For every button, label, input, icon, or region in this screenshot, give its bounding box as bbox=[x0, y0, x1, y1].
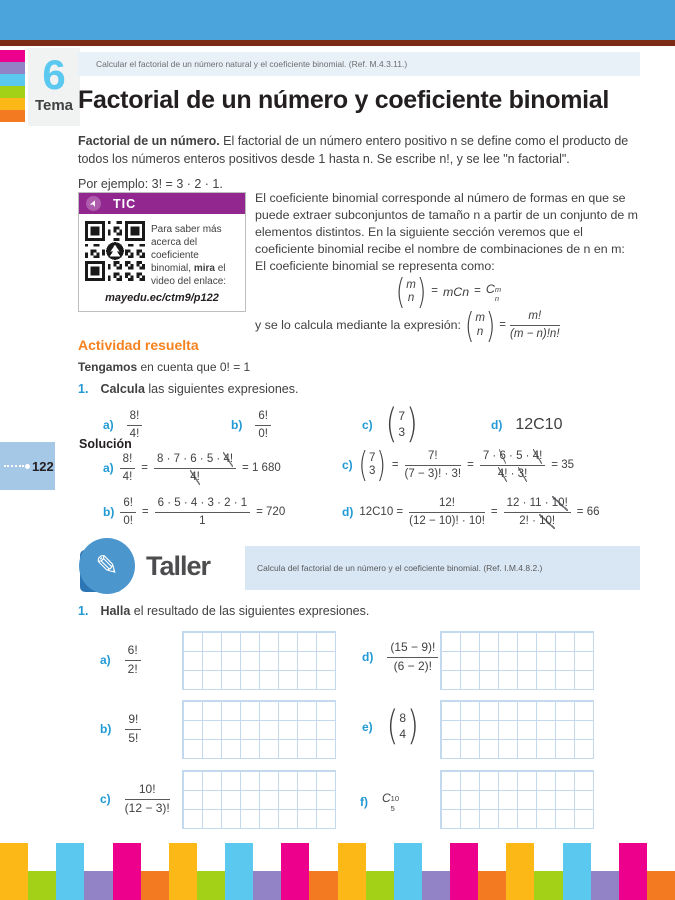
objective-text: Calcular el factorial de un número natural y el coeficiente binomial. (Ref. M.4.3.11.) bbox=[96, 59, 408, 69]
activity-heading: Actividad resuelta bbox=[78, 337, 199, 353]
right-paren-icon: ) bbox=[406, 400, 418, 448]
c-superscript: m bbox=[494, 284, 502, 294]
binomial-notation-formula bbox=[255, 272, 642, 313]
tema-number: 6 bbox=[42, 51, 66, 98]
activity-item-a: a) 8! 4! bbox=[103, 398, 142, 452]
fraction: $\frac{7 \cdot 6 \cdot 5 \cdot 4!}{4! \cdot 3!}$ bbox=[480, 449, 545, 482]
left-paren-icon: ( bbox=[386, 702, 399, 750]
page-number-tab bbox=[0, 442, 55, 490]
solution-d: d) 12C10 = $\frac{12!}{(12 - 10)! \cdot 10!}$ = $\frac{12 \cdot 11 \cdot 10!}{2! \cdot 10!}$ = 66 bbox=[342, 497, 600, 527]
footer-bar bbox=[0, 843, 28, 900]
fraction: 6! 0! bbox=[255, 409, 271, 442]
taller-caption: Calcula del factorial de un número y el coeficiente binomial. (Ref. I.M.4.8.2.) bbox=[257, 563, 543, 573]
divider-line bbox=[0, 40, 675, 46]
pencil-icon: ✎ bbox=[95, 550, 119, 581]
footer-bar bbox=[619, 843, 647, 900]
footer-bar bbox=[28, 871, 56, 900]
tic-body bbox=[79, 214, 245, 288]
exercise-c: c) 10! (12 − 3)! bbox=[100, 781, 170, 815]
fraction: (15 − 9)! (6 − 2)! bbox=[387, 640, 438, 674]
c-subscript: 5 bbox=[390, 803, 395, 813]
answer-grid-d bbox=[440, 631, 594, 690]
combination-notation: 12C10 bbox=[515, 416, 563, 433]
left-paren-icon: ( bbox=[358, 445, 369, 486]
footer-bar bbox=[253, 871, 281, 900]
binomial-coefficient-mn bbox=[395, 272, 427, 313]
tic-text bbox=[151, 221, 240, 288]
footer-bar bbox=[169, 843, 197, 900]
corner-square bbox=[0, 50, 25, 62]
footer-bar bbox=[366, 871, 394, 900]
footer-bar bbox=[56, 843, 84, 900]
example-line: Por ejemplo: 3! = 3 · 2 · 1. bbox=[78, 177, 223, 191]
answer-grid-c bbox=[182, 770, 336, 829]
exercise-d: d) (15 − 9)! (6 − 2)! bbox=[362, 637, 438, 677]
crossed-term: 4! bbox=[497, 467, 508, 480]
binomial-paragraph: El coeficiente binomial corresponde al número de formas en que se puede extraer subconjuntos de tamaño n a partir de un conjunto de m elementos distintos. En la siguiente sección veremos que el coeficiente binomial recibe el nombre de combinaciones de n en m: bbox=[255, 191, 638, 257]
activity-note: Tengamos en cuenta que 0! = 1 bbox=[78, 360, 251, 374]
tic-text-post: el video del enlace: bbox=[151, 263, 227, 287]
footer-color-bars bbox=[0, 843, 675, 900]
left-paren-icon: ( bbox=[395, 272, 406, 313]
objective-strip bbox=[78, 52, 640, 76]
combination-notation: 12C10 = bbox=[359, 506, 404, 519]
exercise-f: f) C 10 5 bbox=[360, 791, 400, 813]
answer-grid-b bbox=[182, 700, 336, 759]
footer-bar bbox=[534, 871, 562, 900]
fraction: $\frac{6!}{0!}$ bbox=[120, 496, 136, 529]
solution-c: c) ( 7 3 ) = $\frac{7!}{(7 - 3)! \cdot 3!}$ = $\frac{7 \cdot 6 \cdot 5 \cdot 4!}{4! \cdot 3!}$ = 35 bbox=[342, 445, 574, 486]
footer-bar bbox=[113, 843, 141, 900]
tic-text-bold: mira bbox=[193, 263, 215, 274]
tic-title: TIC bbox=[113, 196, 137, 211]
tic-header bbox=[79, 193, 245, 214]
binomial-coefficient-mn: ( m n ) bbox=[464, 305, 496, 346]
corner-square bbox=[0, 110, 25, 122]
binomial-coefficient: ( 8 4 ) bbox=[386, 702, 419, 750]
binomial-coefficient: ( 7 3 ) bbox=[358, 445, 386, 486]
footer-bar bbox=[338, 843, 366, 900]
footer-bar bbox=[281, 843, 309, 900]
right-paren-icon: ) bbox=[416, 272, 427, 313]
fraction: 6! 2! bbox=[125, 643, 141, 677]
crossed-term: 10! bbox=[551, 497, 568, 509]
corner-color-squares bbox=[0, 50, 25, 122]
tema-badge bbox=[28, 48, 80, 126]
activity-question: 1. Calcula las siguientes expresiones. bbox=[78, 382, 299, 396]
solution-a: a) $\frac{8!}{4!}$ = $\frac{8 \cdot 7 \cdot 6 \cdot 5 \cdot 4!}{4!}$ = 1 680 bbox=[103, 453, 281, 483]
taller-title: Taller bbox=[146, 551, 211, 581]
exercise-a: a) 6! 2! bbox=[100, 640, 141, 680]
tic-link[interactable]: mayedu.ec/ctm9/p122 bbox=[105, 292, 219, 304]
footer-bar bbox=[591, 871, 619, 900]
question-number: 1. bbox=[78, 604, 89, 618]
footer-bar bbox=[450, 843, 478, 900]
left-paren-icon: ( bbox=[464, 305, 475, 346]
taller-badge bbox=[79, 538, 135, 594]
intro-lead: Factorial de un número. bbox=[78, 134, 220, 148]
binomial-calculation-line bbox=[255, 305, 642, 346]
footer-bar bbox=[225, 843, 253, 900]
tic-text-pre: Para saber más acerca del coeficiente binomial, bbox=[151, 224, 222, 274]
binom-top: m bbox=[406, 278, 416, 291]
footer-bar bbox=[197, 871, 225, 900]
footer-bar bbox=[422, 871, 450, 900]
fraction: 10! (12 − 3)! bbox=[124, 781, 170, 815]
corner-square bbox=[0, 74, 25, 86]
result: = 1 680 bbox=[242, 462, 281, 475]
fraction: $\frac{12!}{(12 - 10)! \cdot 10!}$ bbox=[409, 497, 485, 527]
fraction: $\frac{8!}{4!}$ bbox=[120, 452, 136, 485]
answer-grid-f bbox=[440, 770, 594, 829]
c-subscript: n bbox=[494, 294, 499, 304]
result: = 35 bbox=[551, 459, 574, 472]
dotted-line bbox=[4, 465, 24, 467]
crossed-term: 4! bbox=[190, 470, 200, 483]
solution-b: b) $\frac{6!}{0!}$ = $\frac{6 \cdot 5 \cdot 4 \cdot 3 \cdot 2 \cdot 1}{1}$ = 720 bbox=[103, 497, 286, 527]
activity-item-c: c) ( 7 3 ) bbox=[362, 400, 418, 448]
page-title: Factorial de un número y coeficiente binomial bbox=[78, 86, 610, 114]
fraction: $\frac{6 \cdot 5 \cdot 4 \cdot 3 \cdot 2 \cdot 1}{1}$ bbox=[155, 496, 250, 529]
left-paren-icon: ( bbox=[385, 400, 398, 448]
activity-item-b: b) 6! 0! bbox=[231, 398, 271, 452]
exercise-b: b) 9! 5! bbox=[100, 709, 141, 749]
c-superscript: 10 bbox=[390, 794, 400, 804]
tic-box bbox=[78, 192, 246, 312]
footer-bar bbox=[394, 843, 422, 900]
qr-code bbox=[85, 221, 145, 288]
result: = 66 bbox=[576, 506, 600, 519]
dot-icon bbox=[25, 464, 30, 469]
right-paren-icon: ) bbox=[485, 305, 496, 346]
question-number: 1. bbox=[78, 382, 89, 396]
footer-bar bbox=[84, 871, 112, 900]
taller-question: 1. Halla el resultado de las siguientes expresiones. bbox=[78, 604, 370, 618]
footer-bar bbox=[647, 871, 675, 900]
fraction: $\frac{12 \cdot 11 \cdot 10!}{2! \cdot 10!}$ bbox=[504, 496, 571, 529]
corner-square bbox=[0, 62, 25, 74]
page-number: 122 bbox=[32, 458, 54, 474]
fraction: 8! 4! bbox=[127, 409, 143, 442]
calculation-text: y se lo calcula mediante la expresión: bbox=[255, 318, 461, 333]
intro-paragraph bbox=[78, 133, 642, 168]
answer-grid-a bbox=[182, 631, 336, 690]
crossed-term: 6 bbox=[499, 450, 506, 462]
right-paren-icon: ) bbox=[407, 702, 419, 750]
tema-label: Tema bbox=[34, 97, 74, 114]
crossed-term: 3! bbox=[517, 467, 528, 480]
answer-grid-e bbox=[440, 700, 594, 759]
solution-heading: Solución bbox=[79, 437, 132, 451]
footer-bar bbox=[309, 871, 337, 900]
footer-bar bbox=[506, 843, 534, 900]
intro-body: El factorial de un número entero positivo n se define como el producto de todos los números enteros positivos desde 1 hasta n. Se escribe n!, y se lee "n factorial". bbox=[78, 134, 629, 166]
footer-bar bbox=[478, 871, 506, 900]
equals-sign: = bbox=[431, 285, 438, 298]
activity-item-d: d) 12C10 bbox=[491, 416, 563, 433]
cursor-icon: ➤ bbox=[86, 196, 101, 211]
fraction: $\frac{7!}{(7 - 3)! \cdot 3!}$ bbox=[404, 450, 462, 480]
exercise-e: e) ( 8 4 ) bbox=[362, 702, 419, 750]
crossed-term: 4! bbox=[532, 450, 543, 462]
top-blue-bar bbox=[0, 0, 675, 40]
equals-sign: = bbox=[499, 318, 506, 331]
right-paren-icon: ) bbox=[376, 445, 386, 486]
binomial-represent-line: El coeficiente binomial se representa como: bbox=[255, 259, 495, 274]
c-notation: C m n bbox=[485, 281, 502, 304]
footer-bar bbox=[141, 871, 169, 900]
corner-square bbox=[0, 86, 25, 98]
crossed-term: 4! bbox=[223, 453, 234, 465]
corner-square bbox=[0, 98, 25, 110]
fraction: $\frac{m!}{(m - n)!n!}$ bbox=[510, 310, 560, 341]
fraction: 9! 5! bbox=[125, 712, 141, 746]
binomial-column bbox=[255, 190, 642, 346]
c-notation: C 10 5 bbox=[382, 791, 400, 813]
result: = 720 bbox=[256, 506, 286, 519]
footer-bar bbox=[563, 843, 591, 900]
mcn-notation: mCn bbox=[442, 284, 470, 299]
equals-sign: = bbox=[474, 285, 481, 298]
taller-banner bbox=[245, 546, 640, 590]
binomial-coefficient: ( 7 3 ) bbox=[385, 400, 418, 448]
crossed-term: 10! bbox=[539, 514, 556, 527]
binom-bottom: n bbox=[407, 292, 415, 305]
fraction: $\frac{8 \cdot 7 \cdot 6 \cdot 5 \cdot 4!}{4!}$ bbox=[154, 452, 236, 485]
